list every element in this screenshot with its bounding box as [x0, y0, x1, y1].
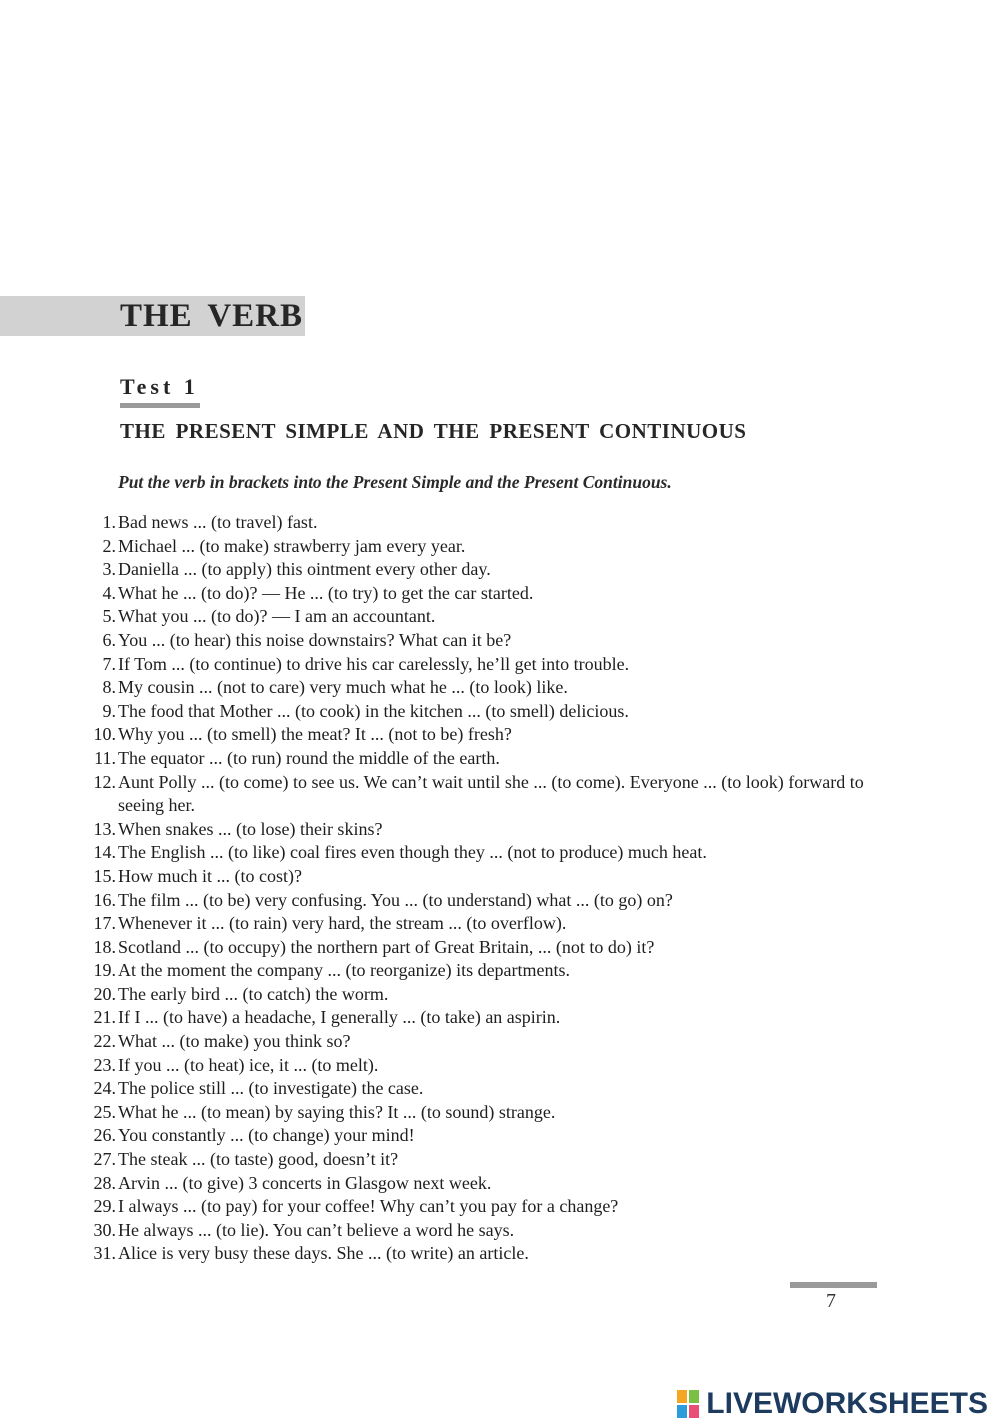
- list-item: [80, 605, 900, 629]
- list-item: [80, 535, 900, 559]
- item-number: 29.: [93, 1196, 116, 1217]
- list-item: [80, 676, 900, 700]
- item-text: What he ... (to do)? — He ... (to try) to get the car started.: [118, 582, 534, 603]
- item-number: 4.: [102, 582, 116, 603]
- item-text: Whenever it ... (to rain) very hard, the stream ... (to overflow).: [118, 913, 567, 934]
- item-text: He always ... (to lie). You can’t believe a word he says.: [118, 1219, 515, 1240]
- item-number: 10.: [93, 724, 116, 745]
- list-item: [80, 1030, 900, 1054]
- item-number: 3.: [102, 559, 116, 580]
- item-text: What ... (to make) you think so?: [118, 1031, 351, 1052]
- item-number: 20.: [93, 983, 116, 1004]
- item-number: 27.: [93, 1149, 116, 1170]
- item-text: You constantly ... (to change) your mind!: [118, 1125, 415, 1146]
- list-item: [80, 841, 900, 865]
- list-item: [80, 912, 900, 936]
- item-text: The food that Mother ... (to cook) in the kitchen ... (to smell) delicious.: [118, 700, 629, 721]
- item-number: 9.: [102, 700, 116, 721]
- item-text: You ... (to hear) this noise downstairs? What can it be?: [118, 629, 512, 650]
- item-text: The early bird ... (to catch) the worm.: [118, 983, 389, 1004]
- item-text: Scotland ... (to occupy) the northern part of Great Britain, ... (not to do) it?: [118, 936, 655, 957]
- item-text: The equator ... (to run) round the middle of the earth.: [118, 747, 500, 768]
- list-item: [80, 1172, 900, 1196]
- item-number: 15.: [93, 865, 116, 886]
- list-item: [80, 889, 900, 913]
- list-item: [80, 959, 900, 983]
- item-number: 19.: [93, 960, 116, 981]
- item-number: 30.: [93, 1219, 116, 1240]
- liveworksheets-logo-icon: [676, 1389, 702, 1419]
- item-number: 5.: [102, 606, 116, 627]
- footer-rule: [790, 1282, 877, 1288]
- item-number: 13.: [93, 818, 116, 839]
- test-underline: [120, 403, 200, 408]
- item-text: Alice is very busy these days. She ... (to write) an article.: [118, 1243, 529, 1264]
- page-number: 7: [826, 1290, 836, 1312]
- watermark: [676, 1386, 988, 1422]
- list-item: [80, 653, 900, 677]
- item-text: The steak ... (to taste) good, doesn’t it?: [118, 1149, 399, 1170]
- exercise-list: [80, 511, 900, 1266]
- list-item: [80, 818, 900, 842]
- test-label: Test 1: [120, 374, 199, 399]
- section-title: THE PRESENT SIMPLE AND THE PRESENT CONTINUOUS: [120, 419, 747, 443]
- item-number: 25.: [93, 1101, 116, 1122]
- chapter-title: THE VERB: [120, 298, 304, 334]
- item-text: If I ... (to have) a headache, I generally ... (to take) an aspirin.: [118, 1007, 561, 1028]
- list-item: [80, 983, 900, 1007]
- item-text: Michael ... (to make) strawberry jam every year.: [118, 535, 466, 556]
- item-text: If you ... (to heat) ice, it ... (to melt).: [118, 1054, 379, 1075]
- item-text: I always ... (to pay) for your coffee! Why can’t you pay for a change?: [118, 1196, 619, 1217]
- item-number: 12.: [93, 771, 116, 792]
- list-item: [80, 936, 900, 960]
- item-number: 26.: [93, 1125, 116, 1146]
- list-item: [80, 1006, 900, 1030]
- list-item: [80, 511, 900, 535]
- item-text: Bad news ... (to travel) fast.: [118, 512, 318, 532]
- item-text: How much it ... (to cost)?: [118, 865, 302, 886]
- list-item: [80, 747, 900, 771]
- item-text: Daniella ... (to apply) this ointment every other day.: [118, 559, 491, 580]
- item-text: The film ... (to be) very confusing. You ... (to understand) what ... (to go) on?: [118, 889, 673, 910]
- item-text: At the moment the company ... (to reorganize) its departments.: [118, 960, 571, 981]
- list-item: [80, 582, 900, 606]
- item-number: 7.: [102, 653, 116, 674]
- list-item: [80, 1101, 900, 1125]
- item-text: When snakes ... (to lose) their skins?: [118, 818, 383, 839]
- item-number: 28.: [93, 1172, 116, 1193]
- item-number: 1.: [102, 512, 116, 532]
- instruction: Put the verb in brackets into the Present Simple and the Present Continuous.: [118, 472, 672, 492]
- item-text: The police still ... (to investigate) the case.: [118, 1078, 424, 1099]
- item-number: 23.: [93, 1054, 116, 1075]
- watermark-text: LIVEWORKSHEETS: [706, 1387, 988, 1420]
- item-text: Why you ... (to smell) the meat? It ... (not to be) fresh?: [118, 724, 512, 745]
- item-number: 2.: [102, 535, 116, 556]
- item-number: 11.: [94, 747, 116, 768]
- item-text: The English ... (to like) coal fires even though they ... (not to produce) much heat.: [118, 842, 707, 863]
- list-item: [80, 1219, 900, 1243]
- list-item: [80, 723, 900, 747]
- list-item: [80, 1124, 900, 1148]
- list-item: [80, 1148, 900, 1172]
- item-number: 21.: [93, 1007, 116, 1028]
- item-number: 31.: [93, 1243, 116, 1264]
- item-number: 16.: [93, 889, 116, 910]
- item-number: 6.: [102, 629, 116, 650]
- item-number: 14.: [93, 842, 116, 863]
- item-number: 18.: [93, 936, 116, 957]
- item-text: My cousin ... (not to care) very much what he ... (to look) like.: [118, 677, 568, 698]
- item-number: 24.: [93, 1078, 116, 1099]
- item-number: 8.: [102, 677, 116, 698]
- list-item: [80, 1054, 900, 1078]
- item-text: What you ... (to do)? — I am an accountant.: [118, 606, 436, 627]
- item-text: What he ... (to mean) by saying this? It ... (to sound) strange.: [118, 1101, 556, 1122]
- list-item: [80, 1242, 900, 1266]
- item-number: 17.: [93, 913, 116, 934]
- item-text: If Tom ... (to continue) to drive his car carelessly, he’ll get into trouble.: [118, 653, 630, 674]
- item-text: Aunt Polly ... (to come) to see us. We can’t wait until she ... (to come). Everyone ... (to look) forward to seeing her.: [118, 771, 864, 816]
- list-item: [80, 629, 900, 653]
- item-text: Arvin ... (to give) 3 concerts in Glasgow next week.: [118, 1172, 492, 1193]
- item-number: 22.: [93, 1031, 116, 1052]
- list-item: [80, 558, 900, 582]
- list-item: [80, 771, 900, 818]
- list-item: [80, 700, 900, 724]
- list-item: [80, 865, 900, 889]
- list-item: [80, 1195, 900, 1219]
- list-item: [80, 1077, 900, 1101]
